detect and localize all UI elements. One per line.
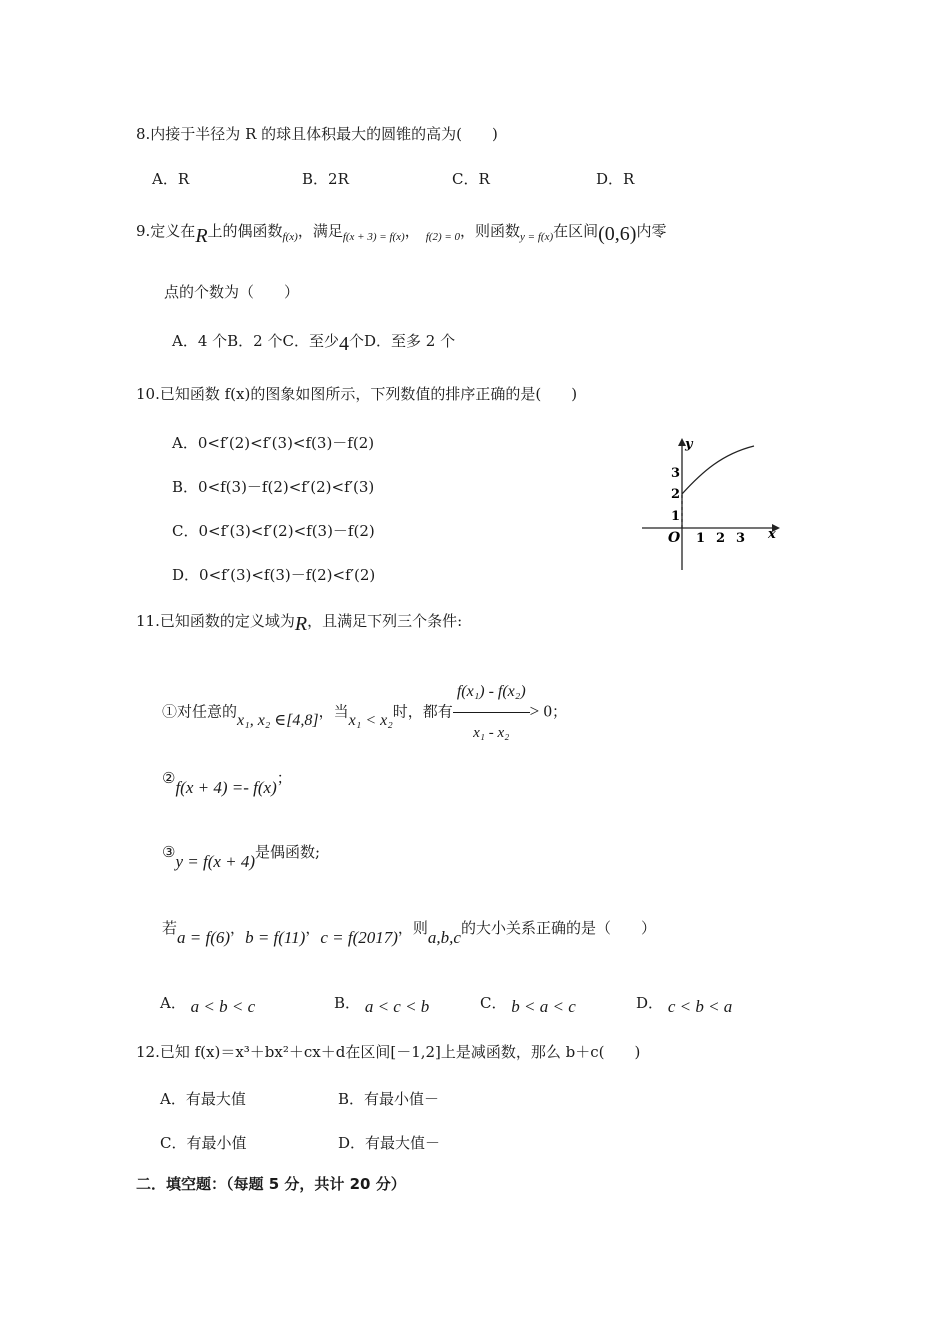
axis-y-label: y [685, 437, 693, 452]
q10-option-d: D．0<f′(3)<f(3)－f(2)<f′(2) [172, 566, 376, 584]
y-tick-3: 3 [671, 466, 681, 481]
q11-option-a: A． a < b < c [160, 994, 256, 1016]
axis-x-label: x [768, 527, 776, 542]
function-curve [682, 446, 754, 494]
q8-option-d: D．R [596, 170, 635, 188]
q12-stem: 12.已知 f(x)＝x³＋bx²＋cx＋d在区间[－1,2]上是减函数，那么 b＋c( ) [136, 1043, 641, 1061]
q11-option-c: C． b < a < c [480, 994, 576, 1016]
q11-condition-1: ①对任意的x₁, x₂ ∈[4,8]，当x₁ < x₂时，都有 $\frac{\text{f(x₁) - f(x₂)}}{\text{x₁ - x₂}}$ > 0； [162, 672, 567, 753]
x-tick-1: 1 [696, 531, 706, 546]
q9-options: A．4 个B．2 个C．至少4个D．至多 2 个 [172, 332, 456, 355]
q11-condition-2: ②f(x + 4) =- f(x)； [162, 769, 292, 797]
q11-if-line: 若a = f(6)，b = f(11)，c = f(2017)，则a,b,c的大小关系正确的是（ ） [162, 919, 656, 947]
q10-function-graph [642, 434, 782, 574]
q10-stem: 10.已知函数 f(x)的图象如图所示，下列数值的排序正确的是( ) [136, 385, 578, 403]
q9-stem-line2: 点的个数为（ ） [164, 283, 300, 301]
y-tick-2: 2 [671, 487, 681, 502]
q12-option-c: C．有最小值 [160, 1134, 247, 1152]
q11-option-b: B． a < c < b [334, 994, 430, 1016]
q11-fraction: $\frac{\text{f(x₁) - f(x₂)}}{\text{x₁ - x₂}}$ [453, 672, 530, 753]
q12-option-b: B．有最小值－ [338, 1090, 440, 1108]
q8-option-b: B．2R [302, 170, 349, 188]
q10-option-a: A．0<f′(2)<f′(3)<f(3)－f(2) [172, 434, 375, 452]
q9-stem: 9.定义在R上的偶函数$_{f(x)}$，满足$_{f(x + 3) = f(x)}$， $_{f(2) = 0}$，则函数$_{y = f(x)}$在区间(0,6)内零 [136, 222, 667, 247]
q8-option-c: C．R [452, 170, 490, 188]
q8-option-a: A．R [152, 170, 190, 188]
origin-label: O [668, 530, 681, 546]
q10-option-b: B．0<f(3)－f(2)<f′(2)<f′(3) [172, 478, 375, 496]
section-2-title: 二．填空题：（每题 5 分，共计 20 分） [136, 1175, 406, 1193]
q10-option-c: C．0<f′(3)<f′(2)<f(3)－f(2) [172, 522, 375, 540]
x-tick-3: 3 [736, 531, 746, 546]
q11-condition-3: ③y = f(x + 4)是偶函数; [162, 843, 321, 871]
q8-stem: 8.内接于半径为 R 的球且体积最大的圆锥的高为( ) [136, 125, 498, 143]
y-tick-1: 1 [671, 509, 681, 524]
q11-option-d: D． c < b < a [636, 994, 733, 1016]
q12-option-a: A．有最大值 [160, 1090, 246, 1108]
q12-option-d: D．有最大值－ [338, 1134, 441, 1152]
q11-stem: 11.已知函数的定义域为R，且满足下列三个条件: [136, 612, 463, 635]
x-tick-2: 2 [716, 531, 726, 546]
